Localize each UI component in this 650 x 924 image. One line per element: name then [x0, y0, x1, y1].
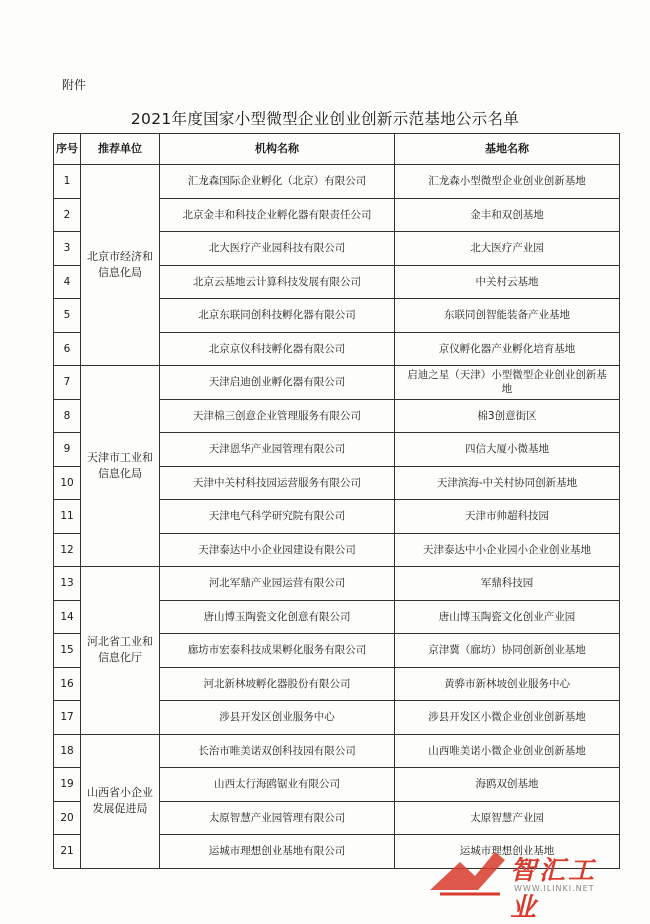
row-seq: 13 — [54, 567, 81, 601]
recommending-unit: 北京市经济和信息化局 — [81, 165, 160, 366]
row-seq: 16 — [54, 667, 81, 701]
table-row — [54, 567, 620, 601]
list-table — [53, 133, 620, 869]
base-name: 京仪孵化器产业孵化培育基地 — [395, 332, 620, 366]
org-name: 北京东联同创科技孵化器有限公司 — [160, 299, 395, 333]
row-seq: 18 — [54, 734, 81, 768]
header-base: 基地名称 — [395, 134, 620, 165]
base-name: 四信大厦小微基地 — [395, 433, 620, 467]
org-name: 天津中关村科技园运营服务有限公司 — [160, 466, 395, 500]
row-seq: 5 — [54, 299, 81, 333]
row-seq: 8 — [54, 399, 81, 433]
row-seq: 10 — [54, 466, 81, 500]
org-name: 北大医疗产业园科技有限公司 — [160, 232, 395, 266]
row-seq: 15 — [54, 634, 81, 668]
org-name: 长治市唯美诺双创科技园有限公司 — [160, 734, 395, 768]
org-name: 天津恩华产业园管理有限公司 — [160, 433, 395, 467]
base-name: 棉3创意街区 — [395, 399, 620, 433]
base-name: 太原智慧产业园 — [395, 801, 620, 835]
base-name: 黄骅市新林坡创业服务中心 — [395, 667, 620, 701]
row-seq: 12 — [54, 533, 81, 567]
org-name: 涉县开发区创业服务中心 — [160, 701, 395, 735]
base-name: 山西唯美诺小微企业创业创新基地 — [395, 734, 620, 768]
row-seq: 20 — [54, 801, 81, 835]
watermark — [420, 842, 620, 923]
base-name: 海鸥双创基地 — [395, 768, 620, 802]
base-name: 天津泰达中小企业园小企业创业基地 — [395, 533, 620, 567]
watermark-url: WWW.ILINKI.NET — [514, 884, 595, 893]
document-title: 2021年度国家小型微型企业创业创新示范基地公示名单 — [130, 110, 520, 128]
org-name: 唐山博玉陶瓷文化创意有限公司 — [160, 600, 395, 634]
org-name: 天津启迪创业孵化器有限公司 — [160, 366, 395, 400]
base-name: 京津冀（廊坊）协同创新创业基地 — [395, 634, 620, 668]
org-name: 太原智慧产业园管理有限公司 — [160, 801, 395, 835]
base-name: 金丰和双创基地 — [395, 198, 620, 232]
base-name: 东联同创智能装备产业基地 — [395, 299, 620, 333]
org-name: 北京金丰和科技企业孵化器有限责任公司 — [160, 198, 395, 232]
row-seq: 14 — [54, 600, 81, 634]
base-name: 启迪之星（天津）小型微型企业创业创新基地 — [395, 366, 620, 400]
table-row — [54, 734, 620, 768]
header-org: 机构名称 — [160, 134, 395, 165]
recommending-unit: 河北省工业和信息化厅 — [81, 567, 160, 735]
watermark-text: 智汇工业 — [510, 856, 598, 923]
row-seq: 7 — [54, 366, 81, 400]
org-name: 河北新林坡孵化器股份有限公司 — [160, 667, 395, 701]
watermark-logo-icon — [420, 842, 510, 902]
org-name: 汇龙森国际企业孵化（北京）有限公司 — [160, 165, 395, 199]
org-name: 天津电气科学研究院有限公司 — [160, 500, 395, 534]
table-header-row — [54, 134, 620, 165]
table-body — [54, 165, 620, 869]
recommending-unit: 天津市工业和信息化局 — [81, 366, 160, 567]
header-seq: 序号 — [54, 134, 81, 165]
row-seq: 17 — [54, 701, 81, 735]
org-name: 天津泰达中小企业园建设有限公司 — [160, 533, 395, 567]
org-name: 北京云基地云计算科技发展有限公司 — [160, 265, 395, 299]
base-name: 天津市帅超科技园 — [395, 500, 620, 534]
org-name: 天津棉三创意企业管理服务有限公司 — [160, 399, 395, 433]
table-row — [54, 366, 620, 400]
org-name: 河北军鼎产业园运营有限公司 — [160, 567, 395, 601]
header-unit: 推荐单位 — [81, 134, 160, 165]
row-seq: 4 — [54, 265, 81, 299]
recommending-unit: 山西省小企业发展促进局 — [81, 734, 160, 868]
table-row — [54, 165, 620, 199]
org-name: 廊坊市宏泰科技成果孵化服务有限公司 — [160, 634, 395, 668]
base-name: 唐山博玉陶瓷文化创业产业园 — [395, 600, 620, 634]
org-name: 北京京仪科技孵化器有限公司 — [160, 332, 395, 366]
base-name: 北大医疗产业园 — [395, 232, 620, 266]
row-seq: 21 — [54, 835, 81, 869]
org-name: 运城市理想创业基地有限公司 — [160, 835, 395, 869]
base-name: 运城市理想创业基地 — [395, 835, 620, 869]
row-seq: 9 — [54, 433, 81, 467]
base-name: 军鼎科技园 — [395, 567, 620, 601]
org-name: 山西太行海鸥锯业有限公司 — [160, 768, 395, 802]
row-seq: 11 — [54, 500, 81, 534]
base-name: 中关村云基地 — [395, 265, 620, 299]
row-seq: 1 — [54, 165, 81, 199]
base-name: 涉县开发区小微企业创业创新基地 — [395, 701, 620, 735]
base-name: 天津滨海-中关村协同创新基地 — [395, 466, 620, 500]
row-seq: 6 — [54, 332, 81, 366]
row-seq: 2 — [54, 198, 81, 232]
base-name: 汇龙森小型微型企业创业创新基地 — [395, 165, 620, 199]
row-seq: 3 — [54, 232, 81, 266]
attachment-label: 附件 — [62, 78, 87, 92]
row-seq: 19 — [54, 768, 81, 802]
